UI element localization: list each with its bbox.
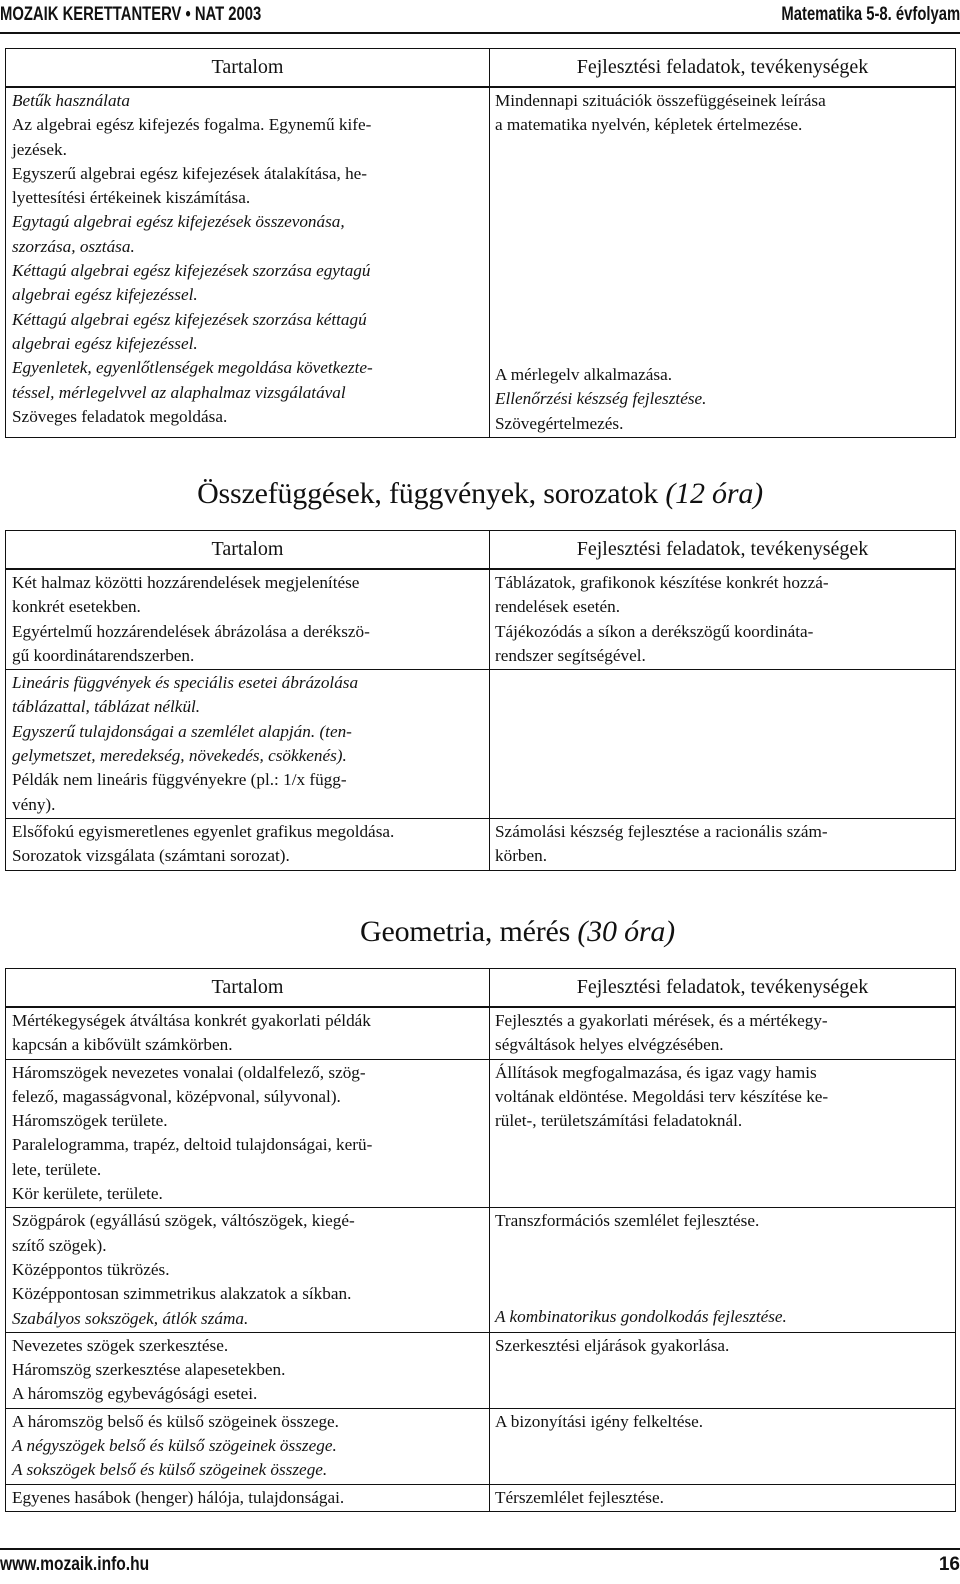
development-cell [490, 1208, 956, 1332]
section-title-functions [0, 477, 960, 511]
development-list-bottom [495, 363, 947, 436]
column-header-tartalom: Tartalom [6, 531, 490, 570]
column-header-fejlesztesi: Fejlesztési feladatok, tevékenységek [490, 49, 956, 88]
content-list [12, 1334, 481, 1407]
cell-paragraph: Egyenes hasábok (henger) hálója, tulajdonságai. [12, 1487, 345, 1507]
development-list-bottom [495, 1305, 947, 1329]
development-cell [490, 569, 956, 670]
content-list [12, 89, 481, 429]
development-cell [490, 1059, 956, 1208]
page-footer [0, 1548, 960, 1584]
content-list [12, 1410, 481, 1483]
table-geometry [5, 968, 956, 1512]
development-list [495, 820, 947, 869]
section-title-text: Geometria, mérés [360, 915, 578, 948]
cell-paragraph: Középpontos tükrözés. [12, 1259, 170, 1279]
content-cell [6, 818, 490, 870]
cell-paragraph: Szabályos sokszögek, átlók száma. [12, 1308, 249, 1328]
development-list [495, 1410, 947, 1434]
development-cell [490, 87, 956, 438]
cell-paragraph: Állítások megfogalmazása, és igaz vagy hamis voltának eldöntése. Megoldási terv készítése ke- rület-, területszámítási feladatoknál. [495, 1062, 829, 1131]
header-series-title: MOZAIK KERETTANTERV • NAT 2003 [0, 4, 262, 25]
development-list [495, 1486, 947, 1510]
cell-paragraph: Térszemlélet fejlesztése. [495, 1487, 664, 1507]
development-list-top [495, 1209, 947, 1233]
cell-paragraph: Szöveges feladatok megoldása. [12, 406, 228, 426]
column-header-tartalom: Tartalom [6, 49, 490, 88]
development-list [495, 1009, 947, 1058]
cell-paragraph: Kéttagú algebrai egész kifejezések szorzása kéttagú algebrai egész kifejezéssel. [12, 309, 367, 353]
content-cell [6, 670, 490, 819]
cell-paragraph: Egyszerű tulajdonságai a szemlélet alapján. (ten- gelymetszet, meredekség, növekedés, csökkenés). [12, 721, 352, 766]
cell-paragraph: Háromszögek területe. [12, 1111, 168, 1131]
page-number: 16 [938, 1554, 960, 1575]
cell-paragraph: Egyenletek, egyenlőtlenségek megoldása következte- téssel, mérlegelvvel az alaphalmaz vizsgálatával [12, 358, 373, 402]
section-title-hours: (30 óra) [577, 915, 675, 948]
development-cell [490, 1484, 956, 1511]
content-cell [6, 1408, 490, 1484]
cell-paragraph: A háromszög belső és külső szögeinek összege. [12, 1411, 339, 1431]
cell-paragraph: Példák nem lineáris függvényekre (pl.: 1/x függ- vény). [12, 770, 347, 814]
content-cell [6, 1007, 490, 1059]
cell-paragraph: Egyértelmű hozzárendelések ábrázolása a derékszö- gű koordinátarendszerben. [12, 621, 370, 665]
content-list [12, 1209, 481, 1330]
development-cell [490, 818, 956, 870]
content-list [12, 1009, 481, 1058]
cell-paragraph: A bizonyítási igény felkeltése. [495, 1411, 704, 1431]
cell-paragraph: Tájékozódás a síkon a derékszögű koordináta- rendszer segítségével. [495, 621, 814, 665]
header-rule [0, 32, 960, 34]
cell-paragraph: Kör kerülete, területe. [12, 1184, 163, 1204]
section-title-geometry [0, 915, 960, 949]
cell-paragraph: Betűk használata [12, 91, 130, 110]
cell-paragraph: Kéttagú algebrai egész kifejezések szorzása egytagú algebrai egész kifejezéssel. [12, 261, 371, 305]
content-list [12, 1486, 481, 1510]
cell-paragraph: Mértékegységek átváltása konkrét gyakorlati példák kapcsán a kibővült számkörben. [12, 1011, 371, 1055]
cell-paragraph: Háromszögek nevezetes vonalai (oldalfelező, szög- felező, magasságvonal, középvonal, súlyvonal). [12, 1062, 366, 1106]
cell-paragraph: Nevezetes szögek szerkesztése. [12, 1335, 229, 1355]
column-header-fejlesztesi: Fejlesztési feladatok, tevékenységek [490, 969, 956, 1008]
development-cell [490, 1408, 956, 1484]
cell-paragraph: Két halmaz közötti hozzárendelések megjelenítése konkrét esetekben. [12, 573, 360, 617]
cell-paragraph: A mérlegelv alkalmazása. [495, 365, 673, 385]
cell-paragraph: Táblázatok, grafikonok készítése konkrét hozzá- rendelések esetén. [495, 573, 829, 617]
cell-paragraph: Elsőfokú egyismeretlenes egyenlet grafikus megoldása. [12, 821, 395, 841]
section-title-hours: (12 óra) [665, 477, 763, 510]
table-algebra [5, 48, 956, 438]
development-list [495, 571, 947, 668]
development-cell [490, 1332, 956, 1408]
content-cell [6, 1484, 490, 1511]
cell-paragraph: Fejlesztés a gyakorlati mérések, és a mértékegy- ségváltások helyes elvégzésében. [495, 1011, 828, 1055]
section-title-text: Összefüggések, függvények, sorozatok [197, 477, 666, 510]
cell-paragraph: Egytagú algebrai egész kifejezések összevonása, szorzása, osztása. [12, 212, 345, 256]
content-cell [6, 569, 490, 670]
content-cell [6, 1059, 490, 1208]
content-cell [6, 1208, 490, 1332]
development-list-top [495, 89, 947, 138]
column-header-tartalom: Tartalom [6, 969, 490, 1008]
content-list [12, 571, 481, 668]
page-header [0, 2, 960, 32]
content-cell [6, 1332, 490, 1408]
cell-paragraph: A négyszögek belső és külső szögeinek összege. [12, 1436, 337, 1456]
header-subject: Matematika 5-8. évfolyam [781, 4, 960, 25]
cell-paragraph: A kombinatorikus gondolkodás fejlesztése. [495, 1307, 787, 1327]
cell-paragraph: Sorozatok vizsgálata (számtani sorozat). [12, 846, 290, 866]
cell-paragraph: Szögpárok (egyállású szögek, váltószögek, kiegé- szítő szögek). [12, 1211, 355, 1255]
cell-paragraph: Az algebrai egész kifejezés fogalma. Egynemű kife- jezések. [12, 115, 372, 159]
table-functions [5, 530, 956, 871]
footer-website-link[interactable]: www.mozaik.info.hu [0, 1554, 150, 1575]
cell-paragraph: Mindennapi szituációk összefüggéseinek leírása a matematika nyelvén, képletek értelmezése. [495, 91, 826, 135]
cell-paragraph: Ellenőrzési készség fejlesztése. [495, 389, 707, 409]
footer-rule [0, 1548, 960, 1550]
cell-paragraph: Lineáris függvények és speciális esetei ábrázolása táblázattal, táblázat nélkül. [12, 673, 359, 717]
development-list [495, 1334, 947, 1358]
development-list [495, 1061, 947, 1134]
development-cell [490, 670, 956, 819]
cell-paragraph: Transzformációs szemlélet fejlesztése. [495, 1211, 760, 1231]
development-cell [490, 1007, 956, 1059]
cell-paragraph: Háromszög szerkesztése alapesetekben. [12, 1360, 286, 1380]
cell-paragraph: Szerkesztési eljárások gyakorlása. [495, 1335, 730, 1355]
cell-paragraph: Szövegértelmezés. [495, 413, 624, 433]
cell-paragraph: A háromszög egybevágósági esetei. [12, 1384, 258, 1404]
content-cell [6, 87, 490, 438]
cell-paragraph: Középpontosan szimmetrikus alakzatok a síkban. [12, 1284, 352, 1304]
column-header-fejlesztesi: Fejlesztési feladatok, tevékenységek [490, 531, 956, 570]
cell-paragraph: Paralelogramma, trapéz, deltoid tulajdonságai, kerü- lete, területe. [12, 1135, 373, 1179]
content-list [12, 820, 481, 869]
cell-paragraph: Számolási készség fejlesztése a racionális szám- körben. [495, 821, 828, 866]
content-list [12, 671, 481, 817]
cell-paragraph: Egyszerű algebrai egész kifejezések átalakítása, he- lyettesítési értékeinek kiszámítása. [12, 163, 368, 208]
cell-paragraph: A sokszögek belső és külső szögeinek összege. [12, 1460, 328, 1480]
content-list [12, 1061, 481, 1207]
